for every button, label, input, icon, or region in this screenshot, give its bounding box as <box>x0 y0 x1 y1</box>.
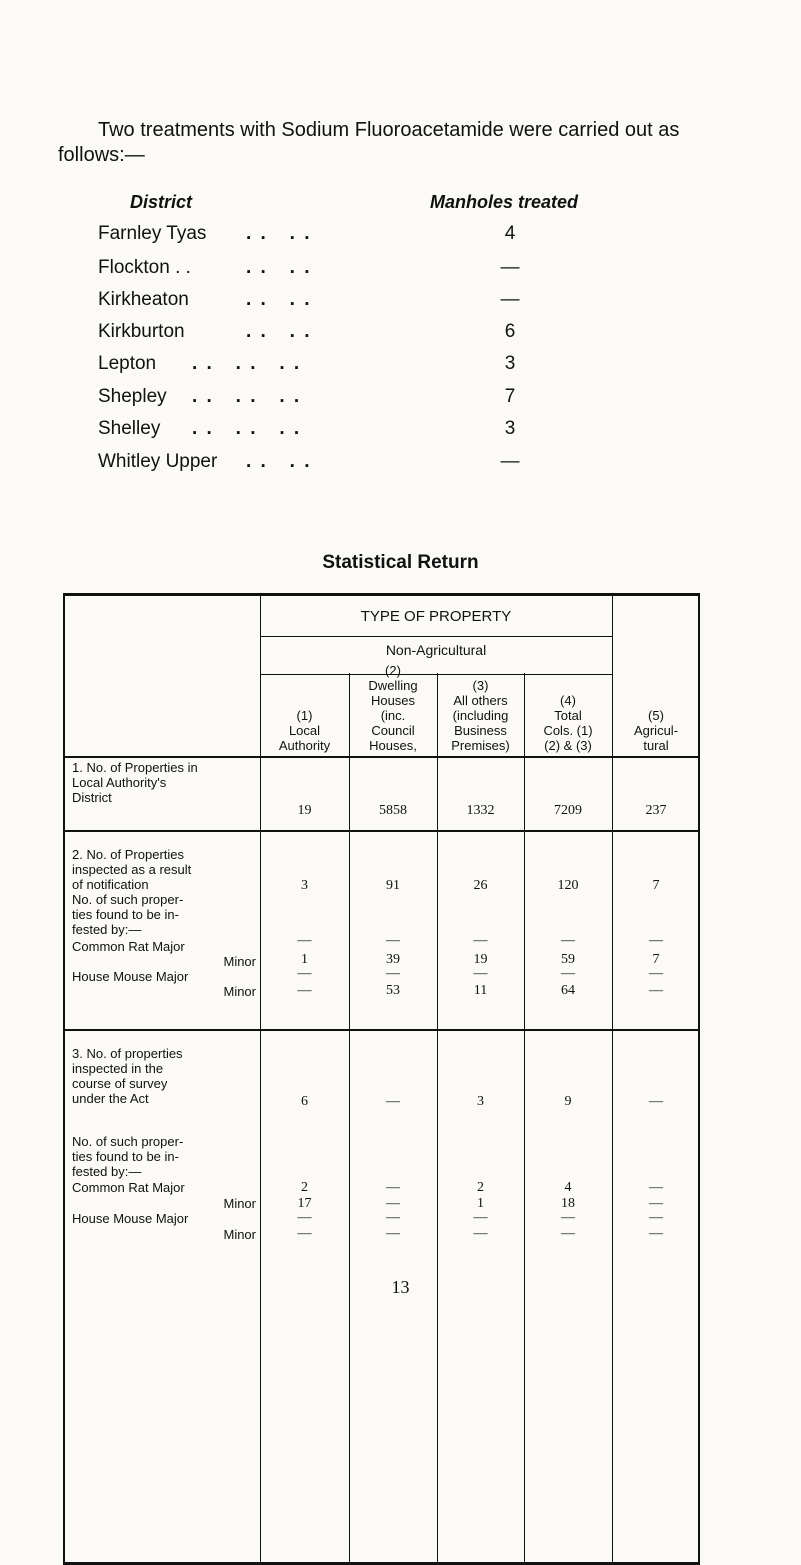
value-cell: — <box>386 1094 400 1109</box>
value-cell: — <box>473 1226 488 1241</box>
column-label: Dwelling Houses (inc. Council Houses, <box>368 678 418 753</box>
value-cell: 4 <box>564 1180 572 1195</box>
column-id: (4) <box>560 693 576 708</box>
value-cell: 18 <box>561 1196 575 1211</box>
manholes-value: — <box>500 257 520 278</box>
row-2-label: 2. No. of Properties inspected as a result of notification <box>72 847 192 892</box>
value-cell: — <box>649 1094 663 1109</box>
district-name: Lepton <box>98 353 157 374</box>
value-cell: — <box>386 966 400 981</box>
value-cell: 7209 <box>554 803 582 818</box>
value-cell: — <box>297 933 312 948</box>
column-id: (2) <box>385 663 401 678</box>
district-name: Farnley Tyas <box>98 223 207 244</box>
value-cell: 1 <box>301 952 308 967</box>
manholes-value: 3 <box>504 353 516 374</box>
district-name: Shepley <box>98 386 167 407</box>
row-divider <box>260 636 612 637</box>
type-of-property-header: TYPE OF PROPERTY <box>360 608 512 625</box>
value-cell: 19 <box>473 952 488 967</box>
column-id: (1) <box>296 708 313 723</box>
mouse-minor-label: Minor <box>223 1227 256 1242</box>
row-1-label: 1. No. of Properties in Local Authority's District <box>72 760 198 805</box>
value-cell: — <box>649 1196 663 1211</box>
value-cell: — <box>649 933 663 948</box>
column-header <box>349 663 437 753</box>
intro-line-2: follows:— <box>58 144 145 166</box>
value-cell: 5858 <box>379 803 407 818</box>
value-cell: 11 <box>473 983 488 998</box>
manholes-value: — <box>500 451 520 472</box>
row-divider <box>63 830 700 832</box>
page-number: 13 <box>391 1277 410 1297</box>
value-cell: 17 <box>297 1196 312 1211</box>
rat-minor-label: Minor <box>223 1196 256 1211</box>
value-cell: 64 <box>561 983 575 998</box>
value-cell: — <box>649 1180 663 1195</box>
value-cell: 91 <box>386 878 400 893</box>
value-cell: — <box>473 966 488 981</box>
statistical-return-title: Statistical Return <box>322 552 479 573</box>
value-cell: — <box>386 1210 400 1225</box>
district-name: Kirkburton <box>98 321 185 342</box>
value-cell: — <box>386 933 400 948</box>
row-divider <box>63 1029 700 1031</box>
column-header <box>260 708 349 753</box>
value-cell: — <box>297 1226 312 1241</box>
leader-dots: . . . . <box>246 257 312 278</box>
non-agricultural-header: Non-Agricultural <box>385 642 487 658</box>
district-name: Shelley <box>98 418 161 439</box>
leader-dots: . . . . <box>246 321 312 342</box>
value-cell: 7 <box>652 878 660 893</box>
value-cell: 237 <box>645 803 667 818</box>
column-id: (5) <box>648 708 664 723</box>
column-label: Agricul- tural <box>633 723 679 753</box>
value-cell: 1332 <box>466 803 495 818</box>
district-row <box>98 321 518 351</box>
manholes-value: 3 <box>504 418 516 439</box>
value-cell: 39 <box>386 952 400 967</box>
value-cell: 59 <box>561 952 575 967</box>
mouse-major-label: House Mouse Major <box>72 1211 189 1226</box>
column-header <box>437 678 524 753</box>
value-cell: 2 <box>301 1180 308 1195</box>
leader-dots: . . . . <box>246 451 312 472</box>
value-cell: — <box>297 1210 312 1225</box>
column-id: (3) <box>472 678 489 693</box>
district-row <box>98 257 518 287</box>
row-3-subheading: No. of such proper- ties found to be in- fested by:— <box>72 1134 184 1179</box>
leader-dots: . . . . <box>246 289 312 310</box>
manholes-value: 7 <box>504 386 516 407</box>
value-cell: — <box>297 966 312 981</box>
district-header: District <box>130 192 193 212</box>
value-cell: — <box>561 1210 575 1225</box>
value-cell: — <box>561 933 575 948</box>
column-header <box>524 693 612 753</box>
value-cell: — <box>561 1226 575 1241</box>
value-cell: 26 <box>473 878 488 893</box>
value-cell: — <box>297 983 312 998</box>
value-cell: 19 <box>297 803 312 818</box>
value-cell: — <box>649 966 663 981</box>
row-2-subheading: No. of such proper- ties found to be in- fested by:— <box>72 892 184 937</box>
district-name: Whitley Upper <box>98 451 218 472</box>
row-divider <box>63 756 700 758</box>
value-cell: 120 <box>557 878 579 893</box>
column-label: Local Authority <box>278 723 331 753</box>
mouse-minor-label: Minor <box>223 984 256 999</box>
value-cell: 7 <box>652 952 660 967</box>
value-cell: — <box>561 966 575 981</box>
value-cell: — <box>386 1180 400 1195</box>
rat-major-label: Common Rat Major <box>72 939 185 954</box>
leader-dots: . . . . . . <box>192 418 302 439</box>
district-row <box>98 289 518 319</box>
column-header <box>612 708 700 753</box>
statistical-return-table <box>63 593 700 1565</box>
district-row <box>98 451 518 481</box>
value-cell: 3 <box>301 878 308 893</box>
value-cell: — <box>473 1210 488 1225</box>
district-row <box>98 223 518 253</box>
intro-line-1: Two treatments with Sodium Fluoroacetamide were carried out as <box>98 119 680 141</box>
rat-minor-label: Minor <box>223 954 256 969</box>
leader-dots: . . . . . . <box>192 386 302 407</box>
manholes-value: 4 <box>504 223 516 244</box>
value-cell: 53 <box>386 983 400 998</box>
value-cell: 2 <box>477 1180 484 1195</box>
intro-paragraph <box>58 118 738 168</box>
value-cell: 1 <box>477 1196 484 1211</box>
column-label: Total Cols. (1) (2) & (3) <box>543 708 593 753</box>
district-row <box>98 386 518 416</box>
row-3-label: 3. No. of properties inspected in the course of survey under the Act <box>72 1046 183 1106</box>
district-row <box>98 353 518 383</box>
value-cell: — <box>386 1226 400 1241</box>
value-cell: 3 <box>477 1094 484 1109</box>
value-cell: 9 <box>564 1094 572 1109</box>
manholes-value: — <box>500 289 520 310</box>
value-cell: — <box>649 1226 663 1241</box>
leader-dots: . . . . <box>246 223 312 244</box>
value-cell: — <box>649 983 663 998</box>
district-row <box>98 418 518 448</box>
mouse-major-label: House Mouse Major <box>72 969 189 984</box>
value-cell: 6 <box>301 1094 308 1109</box>
value-cell: — <box>473 933 488 948</box>
rat-major-label: Common Rat Major <box>72 1180 185 1195</box>
value-cell: — <box>386 1196 400 1211</box>
leader-dots: . . . . . . <box>192 353 302 374</box>
value-cell: — <box>649 1210 663 1225</box>
district-name: Kirkheaton <box>98 289 189 310</box>
manholes-header: Manholes treated <box>430 192 579 212</box>
column-label: All others (including Business Premises) <box>451 693 510 753</box>
district-name: Flockton . . <box>98 257 191 278</box>
manholes-value: 6 <box>504 321 516 342</box>
